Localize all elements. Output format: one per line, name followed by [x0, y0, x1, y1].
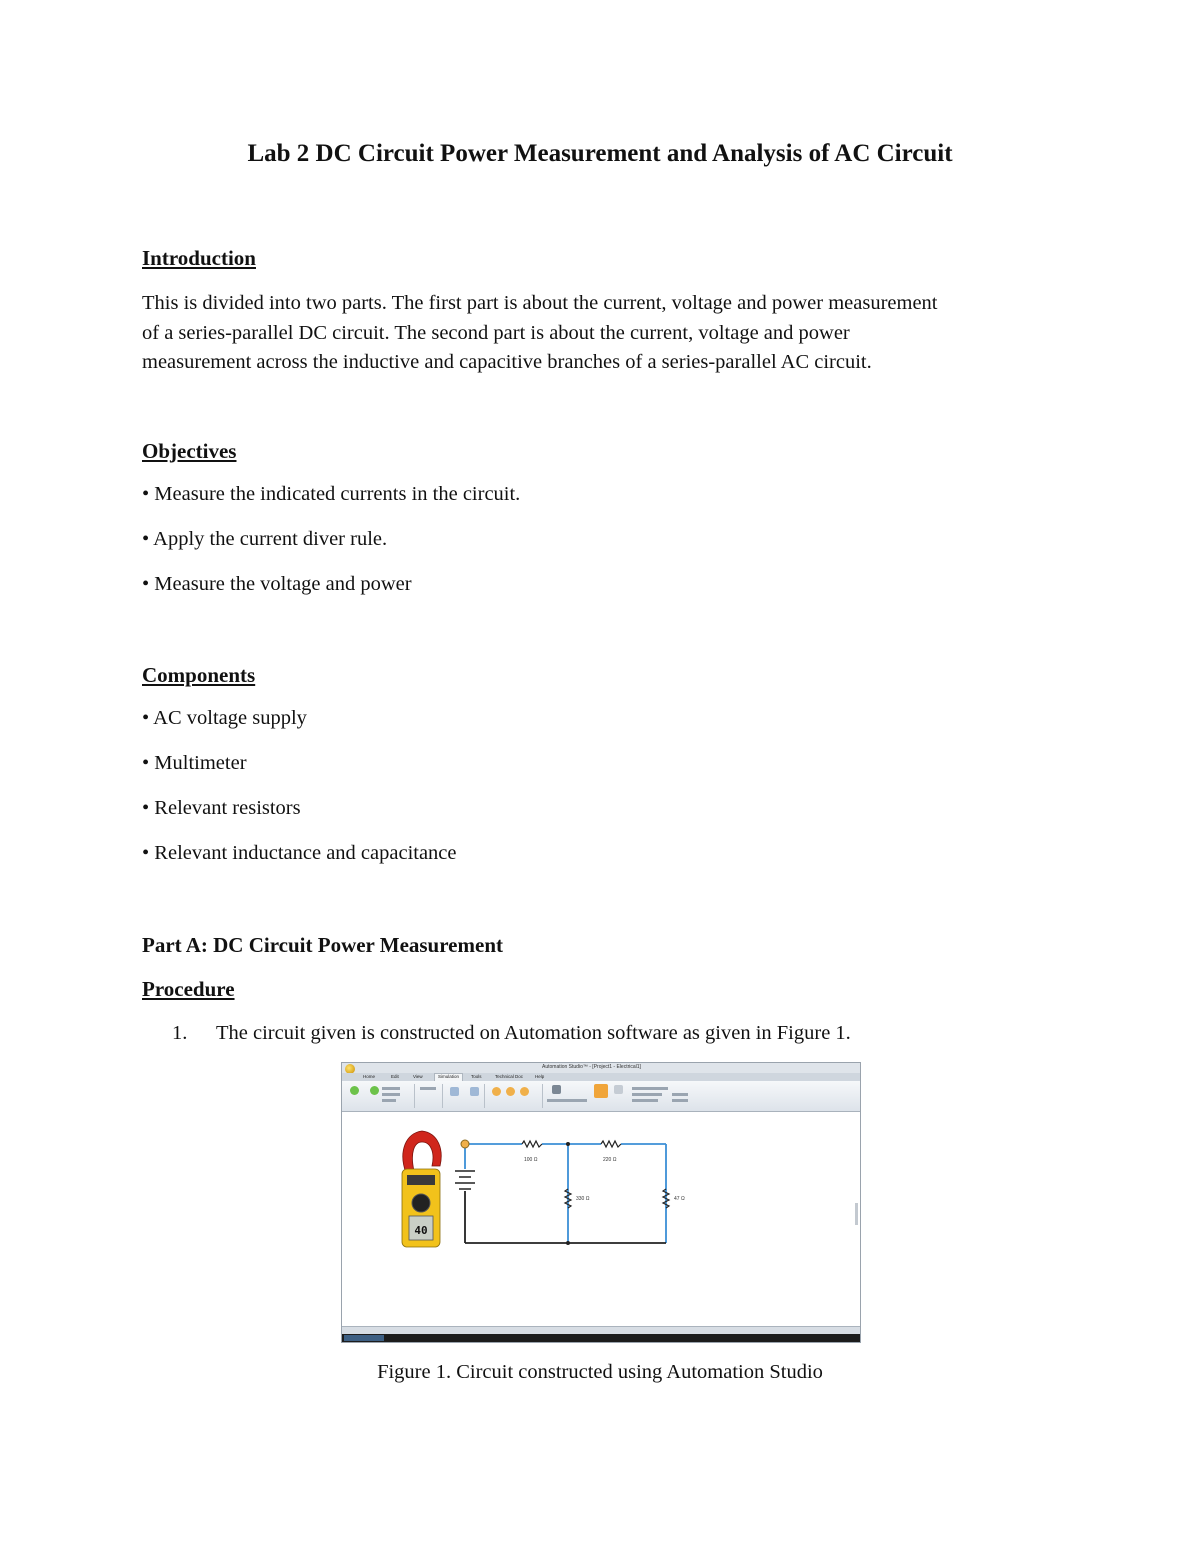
circuit-canvas — [342, 1111, 860, 1326]
component-item: • AC voltage supply — [142, 707, 307, 729]
measure-icon[interactable] — [470, 1087, 479, 1096]
meter-reading: 40 — [414, 1224, 428, 1237]
document-title: Lab 2 DC Circuit Power Measurement and Analysis of AC Circuit — [247, 140, 953, 167]
tab-tools[interactable]: Tools — [471, 1074, 482, 1079]
circuit-screenshot — [341, 1062, 861, 1343]
figure-caption: Figure 1. Circuit constructed using Automation Studio — [377, 1361, 823, 1383]
vertical-scrollbar[interactable] — [855, 1203, 858, 1225]
resistor-icon — [522, 1141, 542, 1147]
objective-item: • Measure the indicated currents in the circuit. — [142, 483, 521, 505]
windows-taskbar — [342, 1334, 860, 1342]
ribbon-small-button[interactable] — [547, 1099, 587, 1102]
app-titlebar — [342, 1063, 860, 1073]
ribbon-tabs — [342, 1073, 860, 1081]
ribbon-small-button[interactable] — [632, 1099, 658, 1102]
resistor-label: 220 Ω — [603, 1157, 617, 1163]
procedure-step — [172, 1022, 851, 1045]
introduction-line: This is divided into two parts. The first part is about the current, voltage and power measurement — [142, 292, 938, 314]
panel-icon[interactable] — [614, 1085, 623, 1094]
objective-item: • Measure the voltage and power — [142, 573, 412, 595]
node-dot — [566, 1142, 570, 1146]
introduction-heading: Introduction — [142, 246, 256, 270]
tab-home[interactable]: Home — [363, 1074, 376, 1079]
ribbon-toolbar — [342, 1081, 860, 1112]
ribbon-small-button[interactable] — [382, 1099, 396, 1102]
ribbon-separator — [484, 1084, 485, 1108]
battery-icon — [455, 1171, 475, 1189]
resistor-label: 47 Ω — [674, 1196, 685, 1202]
resistor-icon — [565, 1189, 571, 1208]
ribbon-separator — [414, 1084, 415, 1108]
ribbon-small-button[interactable] — [672, 1099, 688, 1102]
component-item: • Relevant inductance and capacitance — [142, 842, 457, 864]
ribbon-separator — [542, 1084, 543, 1108]
app-window-title: Automation Studio™ - [Project1 - Electrical1] — [542, 1064, 641, 1070]
introduction-line: of a series-parallel DC circuit. The second part is about the current, voltage and power — [142, 321, 850, 344]
tab-technical-doc[interactable]: Technical Doc — [495, 1074, 524, 1079]
instrument-icon[interactable] — [552, 1085, 561, 1094]
step-text: The circuit given is constructed on Automation software as given in Figure 1. — [216, 1022, 851, 1044]
introduction-line: measurement across the inductive and capacitive branches of a series-parallel AC circuit. — [142, 351, 872, 373]
run-simulation-icon[interactable] — [350, 1086, 359, 1095]
step-simulation-icon[interactable] — [370, 1086, 379, 1095]
speed-icon[interactable] — [492, 1087, 501, 1096]
ribbon-small-button[interactable] — [382, 1087, 400, 1090]
ribbon-separator — [442, 1084, 443, 1108]
tab-edit[interactable]: Edit — [391, 1074, 399, 1079]
ribbon-small-button[interactable] — [632, 1093, 662, 1096]
introduction-paragraph — [142, 289, 1072, 378]
tab-help[interactable]: Help — [535, 1074, 545, 1079]
component-item: • Multimeter — [142, 752, 247, 774]
resistor-label: 100 Ω — [524, 1157, 538, 1163]
procedure-heading: Procedure — [142, 977, 235, 1001]
node-dot — [566, 1241, 570, 1245]
ribbon-small-button[interactable] — [672, 1093, 688, 1096]
compare-icon[interactable] — [450, 1087, 459, 1096]
speed-icon[interactable] — [506, 1087, 515, 1096]
resistor-label: 330 Ω — [576, 1196, 590, 1202]
objectives-heading: Objectives — [142, 439, 237, 463]
ribbon-small-button[interactable] — [632, 1087, 668, 1090]
tab-view[interactable]: View — [413, 1074, 423, 1079]
resistor-icon — [601, 1141, 621, 1147]
components-heading: Components — [142, 663, 256, 687]
tab-simulation[interactable]: Simulation — [434, 1073, 463, 1081]
part-a-heading: Part A: DC Circuit Power Measurement — [142, 933, 503, 957]
step-number: 1. — [172, 1022, 188, 1044]
speed-icon[interactable] — [520, 1087, 529, 1096]
ribbon-small-button[interactable] — [382, 1093, 400, 1096]
virtual-instrument-icon[interactable] — [594, 1084, 608, 1098]
resistor-icon — [663, 1189, 669, 1208]
source-terminal-icon — [461, 1140, 469, 1148]
circuit-wires — [465, 1144, 666, 1243]
objective-item: • Apply the current diver rule. — [142, 528, 388, 550]
taskbar-app-button[interactable] — [344, 1335, 384, 1341]
component-item: • Relevant resistors — [142, 797, 301, 819]
ribbon-small-button[interactable] — [420, 1087, 436, 1090]
